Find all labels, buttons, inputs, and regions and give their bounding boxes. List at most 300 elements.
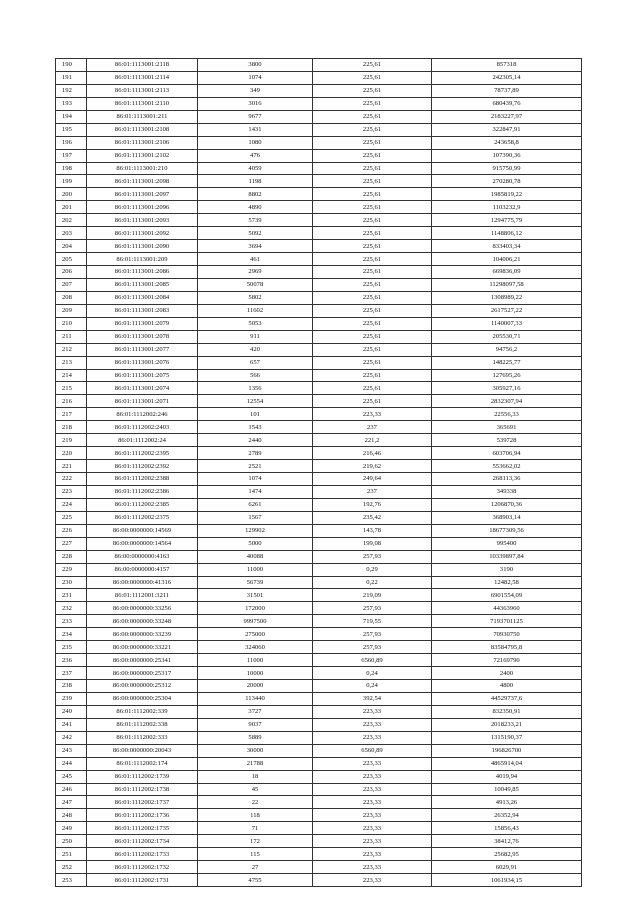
area-cell: 5802 bbox=[198, 291, 313, 304]
value-cell: 38412,76 bbox=[432, 835, 582, 848]
table-row bbox=[56, 667, 582, 680]
row-number-cell: 223 bbox=[56, 485, 87, 498]
cadastral-number-cell: 86:01:1112002:24 bbox=[87, 434, 198, 447]
cadastral-number-cell: 86:00:0000000:4157 bbox=[87, 563, 198, 576]
table-row bbox=[56, 175, 582, 188]
row-number-cell: 252 bbox=[56, 861, 87, 874]
cadastral-number-cell: 86:00:0000000:33221 bbox=[87, 641, 198, 654]
rate-cell: 225,61 bbox=[313, 369, 432, 382]
value-cell: 104006,21 bbox=[432, 253, 582, 266]
area-cell: 22 bbox=[198, 796, 313, 809]
rate-cell: 219,62 bbox=[313, 460, 432, 473]
cadastral-number-cell: 86:01:1113001:2079 bbox=[87, 317, 198, 330]
rate-cell: 392,54 bbox=[313, 692, 432, 705]
area-cell: 6261 bbox=[198, 498, 313, 511]
area-cell: 11000 bbox=[198, 654, 313, 667]
rate-cell: 225,61 bbox=[313, 356, 432, 369]
cadastral-number-cell: 86:00:0000000:14564 bbox=[87, 537, 198, 550]
cadastral-number-cell: 86:01:1113001:2093 bbox=[87, 214, 198, 227]
rate-cell: 225,61 bbox=[313, 382, 432, 395]
area-cell: 476 bbox=[198, 149, 313, 162]
cadastral-number-cell: 86:01:1113001:2074 bbox=[87, 382, 198, 395]
rate-cell: 223,33 bbox=[313, 731, 432, 744]
rate-cell: 223,33 bbox=[313, 408, 432, 421]
cadastral-number-cell: 86:01:1113001:2084 bbox=[87, 291, 198, 304]
table-row bbox=[56, 835, 582, 848]
rate-cell: 225,61 bbox=[313, 266, 432, 279]
value-cell: 4800 bbox=[432, 680, 582, 693]
table-row bbox=[56, 304, 582, 317]
value-cell: 148225,77 bbox=[432, 356, 582, 369]
table-row bbox=[56, 253, 582, 266]
table-row bbox=[56, 498, 582, 511]
area-cell: 1198 bbox=[198, 175, 313, 188]
rate-cell: 225,61 bbox=[313, 214, 432, 227]
row-number-cell: 250 bbox=[56, 835, 87, 848]
row-number-cell: 207 bbox=[56, 278, 87, 291]
table-row bbox=[56, 214, 582, 227]
cadastral-number-cell: 86:01:1113001:2086 bbox=[87, 266, 198, 279]
area-cell: 1474 bbox=[198, 485, 313, 498]
value-cell: 12482,58 bbox=[432, 576, 582, 589]
cadastral-number-cell: 86:01:1113001:2085 bbox=[87, 278, 198, 291]
cadastral-number-cell: 86:01:1113001:209 bbox=[87, 253, 198, 266]
value-cell: 305927,16 bbox=[432, 382, 582, 395]
rate-cell: 223,33 bbox=[313, 705, 432, 718]
area-cell: 5092 bbox=[198, 227, 313, 240]
table-row bbox=[56, 550, 582, 563]
rate-cell: 223,33 bbox=[313, 783, 432, 796]
cadastral-number-cell: 86:01:1112002:1736 bbox=[87, 809, 198, 822]
area-cell: 1543 bbox=[198, 421, 313, 434]
row-number-cell: 219 bbox=[56, 434, 87, 447]
table-row bbox=[56, 511, 582, 524]
cadastral-number-cell: 86:01:1113001:2097 bbox=[87, 188, 198, 201]
area-cell: 27 bbox=[198, 861, 313, 874]
area-cell: 172 bbox=[198, 835, 313, 848]
area-cell: 324060 bbox=[198, 641, 313, 654]
area-cell: 3800 bbox=[198, 59, 313, 72]
table-row bbox=[56, 473, 582, 486]
cadastral-number-cell: 86:01:1113001:2076 bbox=[87, 356, 198, 369]
area-cell: 8802 bbox=[198, 188, 313, 201]
area-cell: 4059 bbox=[198, 162, 313, 175]
area-cell: 9037 bbox=[198, 718, 313, 731]
value-cell: 83584795,8 bbox=[432, 641, 582, 654]
row-number-cell: 248 bbox=[56, 809, 87, 822]
table-row bbox=[56, 602, 582, 615]
rate-cell: 225,61 bbox=[313, 343, 432, 356]
rate-cell: 225,61 bbox=[313, 123, 432, 136]
row-number-cell: 211 bbox=[56, 330, 87, 343]
rate-cell: 257,93 bbox=[313, 641, 432, 654]
table-row bbox=[56, 447, 582, 460]
value-cell: 242305,14 bbox=[432, 71, 582, 84]
row-number-cell: 243 bbox=[56, 744, 87, 757]
rate-cell: 225,61 bbox=[313, 395, 432, 408]
rate-cell: 223,33 bbox=[313, 874, 432, 887]
cadastral-number-cell: 86:01:1113001:2113 bbox=[87, 84, 198, 97]
rate-cell: 225,61 bbox=[313, 59, 432, 72]
row-number-cell: 206 bbox=[56, 266, 87, 279]
area-cell: 657 bbox=[198, 356, 313, 369]
cadastral-number-cell: 86:00:0000000:20043 bbox=[87, 744, 198, 757]
table-row bbox=[56, 330, 582, 343]
area-cell: 11000 bbox=[198, 563, 313, 576]
table-row bbox=[56, 563, 582, 576]
rate-cell: 225,61 bbox=[313, 253, 432, 266]
row-number-cell: 227 bbox=[56, 537, 87, 550]
row-number-cell: 218 bbox=[56, 421, 87, 434]
cadastral-number-cell: 86:01:1112002:2392 bbox=[87, 460, 198, 473]
row-number-cell: 222 bbox=[56, 473, 87, 486]
rate-cell: 225,61 bbox=[313, 227, 432, 240]
row-number-cell: 247 bbox=[56, 796, 87, 809]
table-row bbox=[56, 783, 582, 796]
rate-cell: 257,93 bbox=[313, 550, 432, 563]
value-cell: 2018233,21 bbox=[432, 718, 582, 731]
cadastral-number-cell: 86:01:1112002:174 bbox=[87, 757, 198, 770]
cadastral-number-cell: 86:00:0000000:33239 bbox=[87, 628, 198, 641]
table-row bbox=[56, 421, 582, 434]
table-row bbox=[56, 356, 582, 369]
cadastral-number-cell: 86:01:1113001:2075 bbox=[87, 369, 198, 382]
row-number-cell: 198 bbox=[56, 162, 87, 175]
table-row bbox=[56, 110, 582, 123]
value-cell: 349338 bbox=[432, 485, 582, 498]
value-cell: 4865914,04 bbox=[432, 757, 582, 770]
table-row bbox=[56, 537, 582, 550]
cadastral-number-cell: 86:01:1112002:1735 bbox=[87, 822, 198, 835]
area-cell: 911 bbox=[198, 330, 313, 343]
value-cell: 995400 bbox=[432, 537, 582, 550]
rate-cell: 223,33 bbox=[313, 835, 432, 848]
area-cell: 2969 bbox=[198, 266, 313, 279]
value-cell: 10049,85 bbox=[432, 783, 582, 796]
table-row bbox=[56, 874, 582, 887]
area-cell: 31501 bbox=[198, 589, 313, 602]
rate-cell: 6560,89 bbox=[313, 654, 432, 667]
rate-cell: 225,61 bbox=[313, 136, 432, 149]
cadastral-number-cell: 86:01:1113001:211 bbox=[87, 110, 198, 123]
table-row bbox=[56, 84, 582, 97]
area-cell: 1567 bbox=[198, 511, 313, 524]
cadastral-number-cell: 86:01:1112002:1732 bbox=[87, 861, 198, 874]
cadastral-number-cell: 86:01:1113001:2096 bbox=[87, 201, 198, 214]
rate-cell: 257,93 bbox=[313, 628, 432, 641]
row-number-cell: 221 bbox=[56, 460, 87, 473]
value-cell: 832350,91 bbox=[432, 705, 582, 718]
table-row bbox=[56, 576, 582, 589]
table-row bbox=[56, 136, 582, 149]
value-cell: 1148806,12 bbox=[432, 227, 582, 240]
cadastral-number-cell: 86:01:1113001:2077 bbox=[87, 343, 198, 356]
value-cell: 680439,76 bbox=[432, 97, 582, 110]
row-number-cell: 190 bbox=[56, 59, 87, 72]
area-cell: 349 bbox=[198, 84, 313, 97]
cadastral-number-cell: 86:00:0000000:25317 bbox=[87, 667, 198, 680]
value-cell: 2183227,97 bbox=[432, 110, 582, 123]
area-cell: 9677 bbox=[198, 110, 313, 123]
cadastral-number-cell: 86:01:1112002:1737 bbox=[87, 796, 198, 809]
rate-cell: 219,09 bbox=[313, 589, 432, 602]
value-cell: 322847,91 bbox=[432, 123, 582, 136]
rate-cell: 225,61 bbox=[313, 304, 432, 317]
row-number-cell: 225 bbox=[56, 511, 87, 524]
area-cell: 71 bbox=[198, 822, 313, 835]
table-row bbox=[56, 641, 582, 654]
table-row bbox=[56, 861, 582, 874]
row-number-cell: 201 bbox=[56, 201, 87, 214]
cadastral-number-cell: 86:00:0000000:33256 bbox=[87, 602, 198, 615]
table-row bbox=[56, 680, 582, 693]
table-row bbox=[56, 59, 582, 72]
row-number-cell: 197 bbox=[56, 149, 87, 162]
value-cell: 1140007,33 bbox=[432, 317, 582, 330]
area-cell: 18 bbox=[198, 770, 313, 783]
data-table bbox=[55, 58, 582, 887]
cadastral-number-cell: 86:00:0000000:4163 bbox=[87, 550, 198, 563]
table-row bbox=[56, 97, 582, 110]
value-cell: 70930750 bbox=[432, 628, 582, 641]
area-cell: 129902 bbox=[198, 524, 313, 537]
area-cell: 2440 bbox=[198, 434, 313, 447]
area-cell: 2521 bbox=[198, 460, 313, 473]
rate-cell: 143,78 bbox=[313, 524, 432, 537]
area-cell: 275000 bbox=[198, 628, 313, 641]
value-cell: 1315190,37 bbox=[432, 731, 582, 744]
cadastral-number-cell: 86:01:1112002:2388 bbox=[87, 473, 198, 486]
rate-cell: 0,22 bbox=[313, 576, 432, 589]
area-cell: 420 bbox=[198, 343, 313, 356]
row-number-cell: 210 bbox=[56, 317, 87, 330]
value-cell: 1061934,15 bbox=[432, 874, 582, 887]
table-row bbox=[56, 822, 582, 835]
row-number-cell: 213 bbox=[56, 356, 87, 369]
cadastral-number-cell: 86:01:1113001:2098 bbox=[87, 175, 198, 188]
value-cell: 2832307,94 bbox=[432, 395, 582, 408]
cadastral-number-cell: 86:01:1112002:2395 bbox=[87, 447, 198, 460]
value-cell: 94756,2 bbox=[432, 343, 582, 356]
cadastral-number-cell: 86:01:1113001:2108 bbox=[87, 123, 198, 136]
area-cell: 21788 bbox=[198, 757, 313, 770]
rate-cell: 223,33 bbox=[313, 848, 432, 861]
rate-cell: 225,61 bbox=[313, 175, 432, 188]
table-row bbox=[56, 848, 582, 861]
rate-cell: 225,61 bbox=[313, 84, 432, 97]
cadastral-number-cell: 86:01:1112002:339 bbox=[87, 705, 198, 718]
area-cell: 101 bbox=[198, 408, 313, 421]
table-row bbox=[56, 395, 582, 408]
value-cell: 25682,95 bbox=[432, 848, 582, 861]
rate-cell: 225,61 bbox=[313, 149, 432, 162]
row-number-cell: 241 bbox=[56, 718, 87, 731]
row-number-cell: 224 bbox=[56, 498, 87, 511]
table-row bbox=[56, 317, 582, 330]
cadastral-number-cell: 86:01:1112002:333 bbox=[87, 731, 198, 744]
row-number-cell: 200 bbox=[56, 188, 87, 201]
table-row bbox=[56, 266, 582, 279]
cadastral-number-cell: 86:01:1113001:2118 bbox=[87, 59, 198, 72]
cadastral-number-cell: 86:01:1113001:2106 bbox=[87, 136, 198, 149]
rate-cell: 223,33 bbox=[313, 757, 432, 770]
table-row bbox=[56, 382, 582, 395]
cadastral-number-cell: 86:01:1112002:338 bbox=[87, 718, 198, 731]
area-cell: 115 bbox=[198, 848, 313, 861]
cadastral-number-cell: 86:01:1113001:2071 bbox=[87, 395, 198, 408]
row-number-cell: 244 bbox=[56, 757, 87, 770]
rate-cell: 225,61 bbox=[313, 278, 432, 291]
row-number-cell: 233 bbox=[56, 615, 87, 628]
row-number-cell: 242 bbox=[56, 731, 87, 744]
document-page bbox=[55, 58, 581, 887]
cadastral-number-cell: 86:00:0000000:25312 bbox=[87, 680, 198, 693]
table-row bbox=[56, 201, 582, 214]
row-number-cell: 251 bbox=[56, 848, 87, 861]
cadastral-number-cell: 86:01:1113001:2083 bbox=[87, 304, 198, 317]
rate-cell: 216,46 bbox=[313, 447, 432, 460]
row-number-cell: 237 bbox=[56, 667, 87, 680]
cadastral-number-cell: 86:01:1112002:2386 bbox=[87, 485, 198, 498]
table-row bbox=[56, 485, 582, 498]
value-cell: 915750,99 bbox=[432, 162, 582, 175]
table-row bbox=[56, 71, 582, 84]
area-cell: 1431 bbox=[198, 123, 313, 136]
rate-cell: 237 bbox=[313, 421, 432, 434]
cadastral-number-cell: 86:01:1112002:2403 bbox=[87, 421, 198, 434]
area-cell: 172000 bbox=[198, 602, 313, 615]
area-cell: 3727 bbox=[198, 705, 313, 718]
area-cell: 5053 bbox=[198, 317, 313, 330]
area-cell: 20000 bbox=[198, 680, 313, 693]
row-number-cell: 239 bbox=[56, 692, 87, 705]
area-cell: 1080 bbox=[198, 136, 313, 149]
value-cell: 2617527,22 bbox=[432, 304, 582, 317]
row-number-cell: 209 bbox=[56, 304, 87, 317]
cadastral-number-cell: 86:00:0000000:33248 bbox=[87, 615, 198, 628]
rate-cell: 225,61 bbox=[313, 162, 432, 175]
rate-cell: 221,2 bbox=[313, 434, 432, 447]
table-row bbox=[56, 291, 582, 304]
value-cell: 270280,78 bbox=[432, 175, 582, 188]
row-number-cell: 196 bbox=[56, 136, 87, 149]
row-number-cell: 235 bbox=[56, 641, 87, 654]
area-cell: 3694 bbox=[198, 240, 313, 253]
area-cell: 40088 bbox=[198, 550, 313, 563]
cadastral-number-cell: 86:01:1112002:1738 bbox=[87, 783, 198, 796]
rate-cell: 257,93 bbox=[313, 602, 432, 615]
value-cell: 11298097,58 bbox=[432, 278, 582, 291]
row-number-cell: 226 bbox=[56, 524, 87, 537]
row-number-cell: 199 bbox=[56, 175, 87, 188]
rate-cell: 223,33 bbox=[313, 822, 432, 835]
table-row bbox=[56, 123, 582, 136]
cadastral-number-cell: 86:00:0000000:25341 bbox=[87, 654, 198, 667]
rate-cell: 237 bbox=[313, 485, 432, 498]
value-cell: 4913,26 bbox=[432, 796, 582, 809]
area-cell: 50078 bbox=[198, 278, 313, 291]
area-cell: 45 bbox=[198, 783, 313, 796]
area-cell: 118 bbox=[198, 809, 313, 822]
value-cell: 669836,09 bbox=[432, 266, 582, 279]
row-number-cell: 232 bbox=[56, 602, 87, 615]
table-row bbox=[56, 240, 582, 253]
value-cell: 2400 bbox=[432, 667, 582, 680]
rate-cell: 192,76 bbox=[313, 498, 432, 511]
row-number-cell: 202 bbox=[56, 214, 87, 227]
value-cell: 196826700 bbox=[432, 744, 582, 757]
cadastral-number-cell: 86:00:0000000:14569 bbox=[87, 524, 198, 537]
row-number-cell: 220 bbox=[56, 447, 87, 460]
value-cell: 553662,02 bbox=[432, 460, 582, 473]
area-cell: 56739 bbox=[198, 576, 313, 589]
table-row bbox=[56, 692, 582, 705]
row-number-cell: 216 bbox=[56, 395, 87, 408]
value-cell: 539728 bbox=[432, 434, 582, 447]
table-row bbox=[56, 628, 582, 641]
area-cell: 5000 bbox=[198, 537, 313, 550]
cadastral-number-cell: 86:01:1112002:246 bbox=[87, 408, 198, 421]
rate-cell: 223,33 bbox=[313, 861, 432, 874]
rate-cell: 6560,89 bbox=[313, 744, 432, 757]
cadastral-number-cell: 86:01:1113001:2090 bbox=[87, 240, 198, 253]
row-number-cell: 215 bbox=[56, 382, 87, 395]
value-cell: 127695,26 bbox=[432, 369, 582, 382]
rate-cell: 249,64 bbox=[313, 473, 432, 486]
cadastral-number-cell: 86:01:1112002:1739 bbox=[87, 770, 198, 783]
area-cell: 3016 bbox=[198, 97, 313, 110]
area-cell: 4890 bbox=[198, 201, 313, 214]
area-cell: 10000 bbox=[198, 667, 313, 680]
row-number-cell: 240 bbox=[56, 705, 87, 718]
rate-cell: 0,24 bbox=[313, 667, 432, 680]
table-row bbox=[56, 524, 582, 537]
table-row bbox=[56, 809, 582, 822]
value-cell: 107390,36 bbox=[432, 149, 582, 162]
table-row bbox=[56, 434, 582, 447]
table-row bbox=[56, 757, 582, 770]
row-number-cell: 230 bbox=[56, 576, 87, 589]
table-row bbox=[56, 227, 582, 240]
cadastral-number-cell: 86:01:1112001:3211 bbox=[87, 589, 198, 602]
value-cell: 22556,33 bbox=[432, 408, 582, 421]
rate-cell: 225,61 bbox=[313, 291, 432, 304]
cadastral-number-cell: 86:01:1113001:2078 bbox=[87, 330, 198, 343]
row-number-cell: 204 bbox=[56, 240, 87, 253]
area-cell: 12554 bbox=[198, 395, 313, 408]
row-number-cell: 203 bbox=[56, 227, 87, 240]
rate-cell: 719,55 bbox=[313, 615, 432, 628]
cadastral-number-cell: 86:01:1113001:2102 bbox=[87, 149, 198, 162]
table-row bbox=[56, 343, 582, 356]
table-row bbox=[56, 162, 582, 175]
table-row bbox=[56, 460, 582, 473]
row-number-cell: 238 bbox=[56, 680, 87, 693]
value-cell: 6901554,09 bbox=[432, 589, 582, 602]
cadastral-number-cell: 86:01:1112002:1734 bbox=[87, 835, 198, 848]
row-number-cell: 195 bbox=[56, 123, 87, 136]
cadastral-number-cell: 86:01:1113001:2114 bbox=[87, 71, 198, 84]
value-cell: 18677309,56 bbox=[432, 524, 582, 537]
area-cell: 2789 bbox=[198, 447, 313, 460]
rate-cell: 225,61 bbox=[313, 330, 432, 343]
row-number-cell: 228 bbox=[56, 550, 87, 563]
cadastral-number-cell: 86:01:1112002:1733 bbox=[87, 848, 198, 861]
row-number-cell: 191 bbox=[56, 71, 87, 84]
row-number-cell: 249 bbox=[56, 822, 87, 835]
rate-cell: 225,61 bbox=[313, 317, 432, 330]
area-cell: 1074 bbox=[198, 473, 313, 486]
